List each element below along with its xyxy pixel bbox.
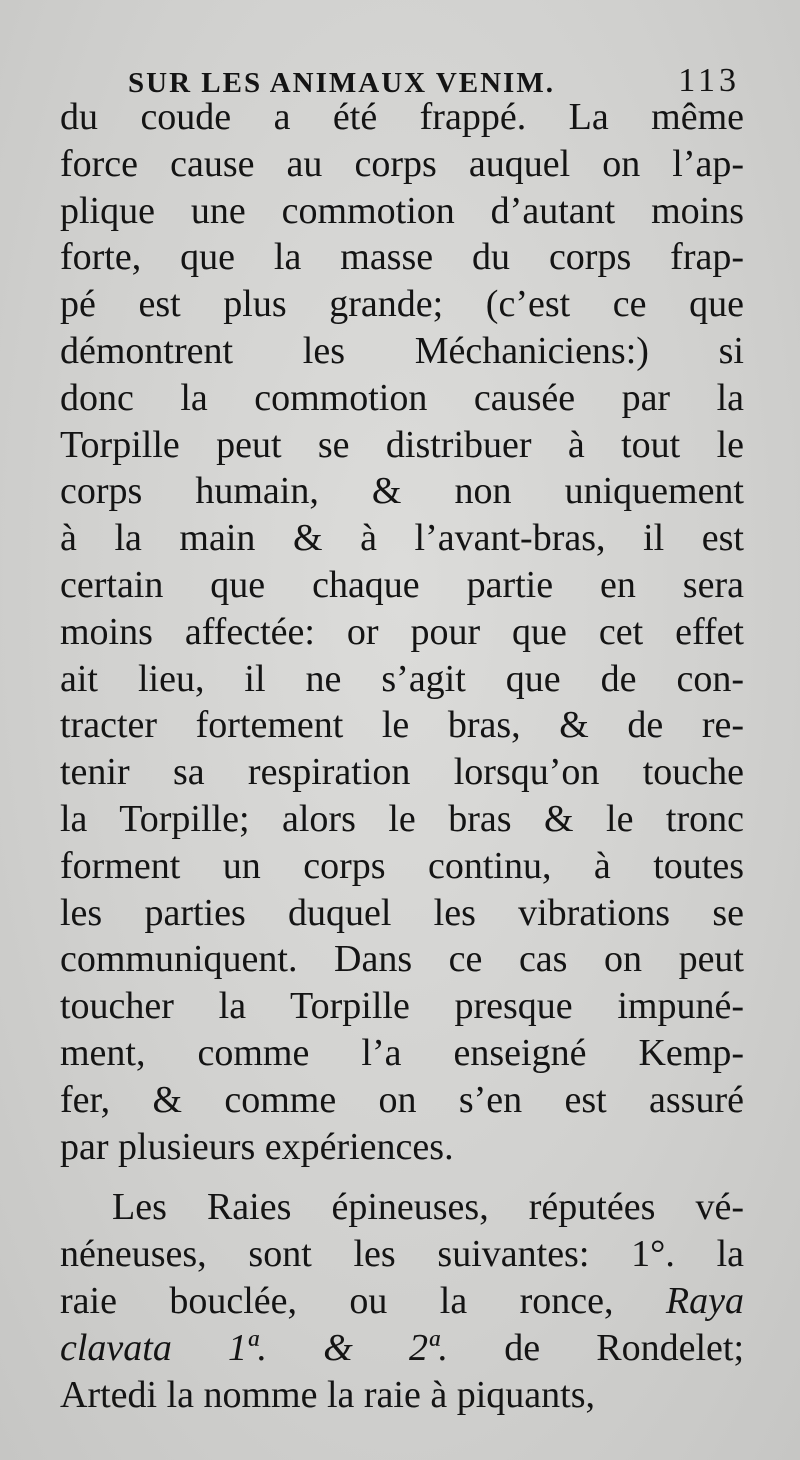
text-line: ment, comme l’a enseigné Kemp- (60, 1031, 744, 1074)
text-line: moins affectée: or pour que cet effet (60, 610, 744, 653)
text-line: toucher la Torpille presque impuné- (60, 985, 744, 1028)
page-number: 113 (678, 62, 740, 99)
text-line: forte, que la masse du corps frap- (60, 236, 744, 279)
text-span: raie bouclée, ou la ronce, (60, 1279, 614, 1322)
latin-ordinal: 2ª. (409, 1326, 448, 1369)
running-head-title: SUR LES ANIMAUX VENIM. (128, 67, 555, 99)
italic-ampersand: & (323, 1326, 353, 1369)
latin-name: clavata 1ª. (60, 1326, 268, 1369)
text-line: du coude a été frappé. La même (60, 96, 744, 138)
text-line: Artedi la nomme la raie à piquants, (60, 1373, 595, 1416)
text-line: force cause au corps auquel on l’ap- (60, 142, 744, 185)
text-line: pé est plus grande; (c’est ce que (60, 283, 744, 326)
text-line (60, 1278, 744, 1325)
text-line: forment un corps continu, à toutes (60, 844, 744, 887)
text-line: fer, & comme on s’en est assuré (60, 1078, 744, 1121)
text-line (60, 1325, 744, 1372)
text-line: par plusieurs expériences. (60, 1125, 454, 1168)
text-line: plique une commotion d’autant moins (60, 189, 744, 232)
text-line: Torpille peut se distribuer à tout le (60, 423, 744, 466)
text-line: à la main & à l’avant-bras, il est (60, 517, 744, 560)
text-line: ait lieu, il ne s’agit que de con- (60, 657, 744, 700)
text-line: les parties duquel les vibrations se (60, 891, 744, 934)
text-line: communiquent. Dans ce cas on peut (60, 938, 744, 981)
text-line: Les Raies épineuses, réputées vé- (112, 1186, 744, 1229)
text-line: la Torpille; alors le bras & le tronc (60, 797, 744, 840)
text-line: donc la commotion causée par la (60, 376, 744, 419)
text-line: corps humain, & non uniquement (60, 470, 744, 513)
body-text (60, 94, 744, 1418)
text-line: tenir sa respiration lorsqu’on touche (60, 751, 744, 794)
running-head (128, 44, 740, 100)
text-line: certain que chaque partie en sera (60, 563, 744, 606)
text-line: démontrent les Méchaniciens:) si (60, 329, 744, 372)
text-span: de Rondelet; (504, 1326, 744, 1369)
text-line: tracter fortement le bras, & de re- (60, 704, 744, 747)
latin-name: Raya (665, 1279, 744, 1322)
text-line: néneuses, sont les suivantes: 1°. la (60, 1233, 744, 1276)
